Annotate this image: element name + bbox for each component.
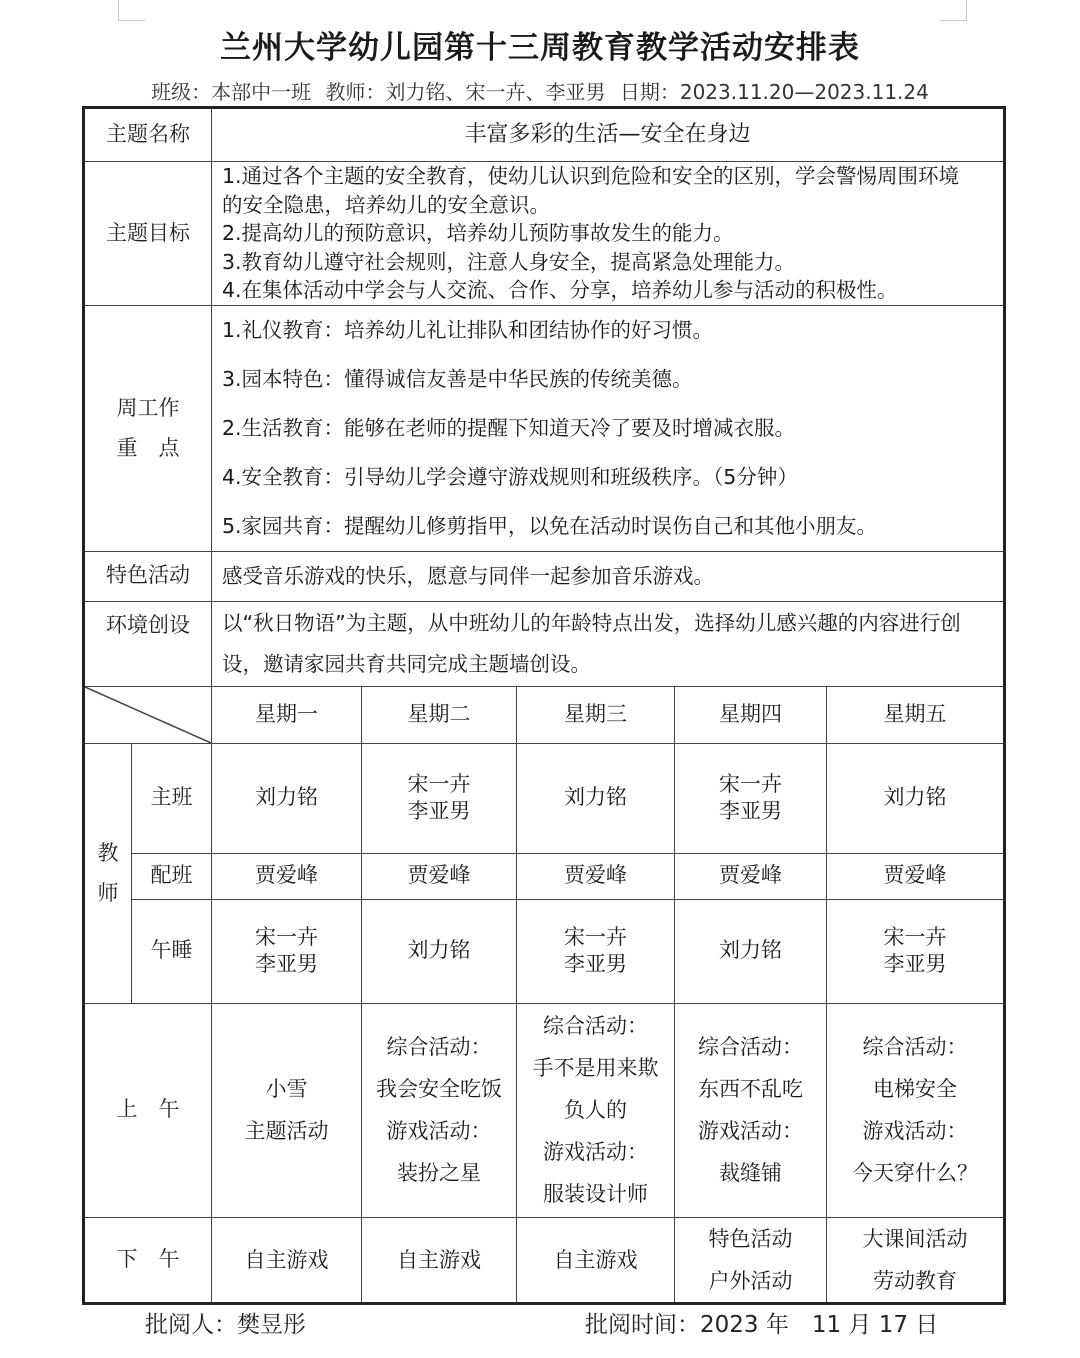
focus-label-line2: 重 点 [116, 436, 180, 460]
nap-teacher-row [84, 899, 1005, 1003]
teacher-name: 刘力铭 [407, 938, 471, 963]
main-teacher-wed [517, 743, 675, 853]
nap-teacher-label: 午睡 [132, 899, 212, 1003]
teacher-name: 宋一卉 [719, 771, 782, 796]
assist-teacher-row [84, 853, 1005, 899]
main-teacher-thu [675, 743, 827, 853]
assist-teacher-wed: 贾爱峰 [517, 853, 675, 899]
teacher-group-label [84, 743, 132, 1003]
crop-mark-left [118, 0, 145, 21]
diagonal-header-cell [84, 686, 212, 743]
morning-tue [362, 1003, 517, 1217]
theme-value: 丰富多彩的生活—安全在身边 [212, 108, 1005, 162]
main-teacher-label: 主班 [132, 743, 212, 853]
teacher-name: 李亚男 [883, 952, 947, 976]
assist-teacher-mon: 贾爱峰 [212, 853, 362, 899]
activity-line: 户外活动 [708, 1268, 793, 1293]
environment-line: 以“秋日物语”为主题，从中班幼儿的年龄特点出发，选择幼儿感兴趣的内容进行创 [222, 610, 961, 635]
activity-line: 服装设计师 [543, 1182, 648, 1206]
afternoon-fri [827, 1217, 1005, 1303]
afternoon-tue [362, 1217, 517, 1303]
activity-line: 主题活动 [244, 1119, 329, 1143]
focus-line: 3.园本特色：懂得诚信友善是中华民族的传统美德。 [222, 366, 693, 391]
activity-line: 综合活动： [698, 1035, 803, 1059]
environment-line: 设，邀请家园共育共同完成主题墙创设。 [222, 651, 591, 676]
goal-line: 3.教育幼儿遵守社会规则，注意人身安全，提高紧急处理能力。 [222, 249, 796, 274]
focus-label [84, 305, 212, 551]
page-title: 兰州大学幼儿园第十三周教育教学活动安排表 [220, 30, 860, 66]
afternoon-wed [517, 1217, 675, 1303]
main-teacher-mon [212, 743, 362, 853]
focus-row [84, 305, 1005, 551]
teacher-name: 李亚男 [719, 799, 782, 823]
activity-line: 综合活动： [543, 1014, 648, 1038]
teacher-name: 刘力铭 [719, 938, 782, 963]
focus-line: 4.安全教育：引导幼儿学会遵守游戏规则和班级秩序。（5分钟） [222, 464, 798, 489]
activity-line: 游戏活动： [386, 1119, 492, 1143]
nap-teacher-mon [212, 899, 362, 1003]
activity-line: 自主游戏 [244, 1247, 329, 1272]
activity-line: 东西不乱吃 [698, 1077, 803, 1101]
activity-line: 大课间活动 [862, 1226, 968, 1251]
nap-teacher-thu [675, 899, 827, 1003]
goal-line: 的安全隐患，培养幼儿的安全意识。 [222, 192, 550, 217]
reviewer: 批阅人：樊昱彤 [145, 1312, 306, 1338]
focus-label-line1: 周工作 [116, 396, 180, 420]
teacher-name: 宋一卉 [255, 924, 318, 949]
diagonal-line [85, 687, 211, 743]
goals-label: 主题目标 [84, 162, 212, 306]
focus-content [212, 305, 1005, 551]
activity-line: 游戏活动： [862, 1119, 968, 1143]
main-teacher-row [84, 743, 1005, 853]
feature-row [84, 551, 1005, 601]
afternoon-row [84, 1217, 1005, 1303]
morning-wed [517, 1003, 675, 1217]
teacher-name: 宋一卉 [564, 924, 627, 949]
focus-line: 2.生活教育：能够在老师的提醒下知道天冷了要及时增减衣服。 [222, 415, 796, 440]
afternoon-label: 下 午 [84, 1217, 212, 1303]
teacher-name: 刘力铭 [255, 785, 318, 810]
afternoon-thu [675, 1217, 827, 1303]
activity-line: 综合活动： [386, 1035, 492, 1059]
assist-teacher-label: 配班 [132, 853, 212, 899]
activity-line: 劳动教育 [873, 1268, 958, 1293]
day-thursday: 星期四 [675, 686, 827, 743]
activity-line: 特色活动 [708, 1226, 793, 1251]
day-tuesday: 星期二 [362, 686, 517, 743]
activity-line: 手不是用来欺 [532, 1056, 659, 1080]
activity-line: 综合活动： [862, 1035, 968, 1059]
teacher-group-char2: 师 [97, 881, 119, 905]
review-time: 批阅时间：2023 年 11 月 17 日 [585, 1312, 939, 1338]
crop-mark-right [940, 0, 967, 21]
nap-teacher-fri [827, 899, 1005, 1003]
theme-label: 主题名称 [84, 108, 212, 162]
afternoon-mon [212, 1217, 362, 1303]
day-monday: 星期一 [212, 686, 362, 743]
goals-row [84, 162, 1005, 306]
activity-line: 电梯安全 [873, 1077, 958, 1101]
activity-line: 负人的 [564, 1098, 627, 1122]
morning-fri [827, 1003, 1005, 1217]
teacher-group-char1: 教 [97, 841, 119, 865]
nap-teacher-tue [362, 899, 517, 1003]
assist-teacher-tue: 贾爱峰 [362, 853, 517, 899]
goal-line: 4.在集体活动中学会与人交流、合作、分享，培养幼儿参与活动的积极性。 [222, 278, 898, 302]
feature-label: 特色活动 [84, 551, 212, 601]
activity-line: 游戏活动： [698, 1119, 803, 1143]
teacher-name: 宋一卉 [407, 771, 471, 796]
day-wednesday: 星期三 [517, 686, 675, 743]
teacher-name: 宋一卉 [883, 924, 947, 949]
environment-content [212, 601, 1005, 686]
morning-row [84, 1003, 1005, 1217]
teacher-name: 李亚男 [407, 799, 471, 823]
nap-teacher-wed [517, 899, 675, 1003]
activity-line: 装扮之星 [397, 1161, 481, 1185]
teacher-info: 教师：刘力铭、宋一卉、李亚男 [325, 80, 606, 104]
main-teacher-tue [362, 743, 517, 853]
goals-content [212, 162, 1005, 306]
teacher-name: 李亚男 [564, 952, 627, 976]
activity-line: 游戏活动： [543, 1140, 648, 1164]
morning-label: 上 午 [84, 1003, 212, 1217]
teacher-name: 刘力铭 [883, 785, 947, 810]
focus-line: 1.礼仪教育：培养幼儿礼让排队和团结协作的好习惯。 [222, 317, 714, 342]
environment-row [84, 601, 1005, 686]
morning-mon [212, 1003, 362, 1217]
goal-line: 1.通过各个主题的安全教育，使幼儿认识到危险和安全的区别，学会警惕周围环境 [222, 164, 960, 188]
activity-line: 小雪 [265, 1077, 308, 1101]
date-info: 日期：2023.11.20—2023.11.24 [619, 80, 929, 104]
schedule-table [82, 106, 1006, 1305]
feature-value: 感受音乐游戏的快乐，愿意与同伴一起参加音乐游戏。 [212, 551, 1005, 601]
class-info: 班级：本部中一班 [151, 80, 312, 104]
goal-line: 2.提高幼儿的预防意识，培养幼儿预防事故发生的能力。 [222, 221, 734, 245]
activity-line: 裁缝铺 [719, 1161, 782, 1185]
environment-label: 环境创设 [84, 601, 212, 686]
day-friday: 星期五 [827, 686, 1005, 743]
activity-line: 我会安全吃饭 [376, 1077, 502, 1101]
focus-line: 5.家园共育：提醒幼儿修剪指甲，以免在活动时误伤自己和其他小朋友。 [222, 513, 878, 538]
main-teacher-fri [827, 743, 1005, 853]
activity-line: 自主游戏 [397, 1247, 481, 1272]
activity-line: 今天穿什么？ [852, 1161, 979, 1185]
teacher-name: 李亚男 [255, 952, 318, 976]
days-header-row [84, 686, 1005, 743]
teacher-name: 刘力铭 [564, 785, 627, 810]
assist-teacher-fri: 贾爱峰 [827, 853, 1005, 899]
morning-thu [675, 1003, 827, 1217]
assist-teacher-thu: 贾爱峰 [675, 853, 827, 899]
theme-row [84, 108, 1005, 162]
info-line [0, 76, 1080, 105]
activity-line: 自主游戏 [553, 1247, 638, 1272]
